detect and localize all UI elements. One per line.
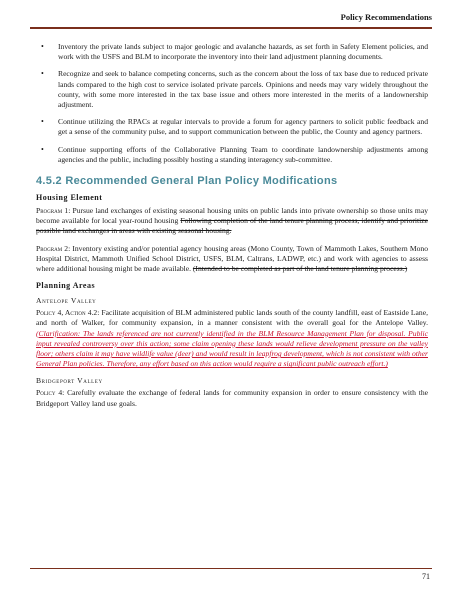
bullet-icon: • <box>41 69 44 79</box>
policy-label: Policy 4, Action 4.2 <box>36 308 98 318</box>
page-number: 71 <box>422 572 430 581</box>
running-header: Policy Recommendations <box>30 8 432 29</box>
housing-program-1: Program 1: Pursue land exchanges of existing seasonal housing units on public lands into private ownership so those units may become available for local year-round housing Following completion of the land tenure planning process, identify and prioritize possible land exchanges in areas with existing seasonal housing. <box>36 206 429 236</box>
list-item: • Continue supporting efforts of the Collaborative Planning Team to coordinate landownership adjustments among agencies and the public, including possibly hosting a standing interagency sub-committee. <box>41 144 428 164</box>
page-content <box>36 42 428 416</box>
recommendation-list <box>36 42 428 165</box>
bullet-icon: • <box>41 42 44 51</box>
housing-program-2: Program 2: Inventory existing and/or potential agency housing areas (Mono County, Town of Mammoth Lakes, Southern Mono Hospital District, Mammoth Unified School District, USFS, BLM, Caltrans, LADWP, etc.) and work with agencies to assess where additional housing might be made available. (Intended to be completed as part of the land tenure planning process.) <box>36 243 428 274</box>
footer-rule <box>30 568 432 569</box>
list-item: • Continue utilizing the RPACs at regular intervals to provide a forum for agency partners to solicit public feedback and get a sense of the community pulse, and to support communication between the public, the County and agency partners. <box>41 117 428 137</box>
antelope-valley-heading: Antelope Valley <box>36 296 97 306</box>
housing-element-heading: Housing Element <box>36 193 103 203</box>
bullet-icon: • <box>41 144 44 154</box>
list-item: • Inventory the private lands subject to major geologic and avalanche hazards, as set forth in Safety Element policies, and work with the USFS and BLM to incorporate the inventory into their land adjustment planning documents. <box>41 42 428 62</box>
list-item: • Recognize and seek to balance competing concerns, such as the concern about the loss of tax base due to reduced private lands compared to the high cost to service isolated private parcels. Opinions and needs may vary widely throughout the county, with some more interested in the tax base issue and others more interested in the merits of a landownership adjustment. <box>41 69 428 110</box>
program-label: Program 2 <box>36 243 69 253</box>
deleted-text: Following completion of the land tenure planning process, identify and prioritize possible land exchanges in areas with existing seasonal housing. <box>36 216 428 236</box>
policy-label: Policy 4 <box>36 388 63 398</box>
bridgeport-policy: Policy 4: Carefully evaluate the exchange of federal lands for community expansion in order to ensure consistency with the Bridgeport Valley land use goals. <box>36 388 428 408</box>
clarification-text: (Clarification: The lands referenced are not currently identified in the BLM Resource Management Plan for disposal. Public input revealed controversy over this action; some claim opening these lands would relieve development pressure on the valley floor; others claim it may have wildlife value (deer) and would result in leapfrog development, which is not consistent with other General Plan policies. Therefore, any effort based on this action would require a significant public outreach effort.) <box>36 328 428 369</box>
planning-areas-heading: Planning Areas <box>36 281 96 291</box>
antelope-policy: Policy 4, Action 4.2: Facilitate acquisition of BLM administered public lands south of the county landfill, east of Eastside Lane, and north of Walker, for community expansion, in a manner consistent with the overall goal for the Antelope Valley. (Clarification: The lands referenced are not currently identified in the BLM Resource Management Plan for disposal. Public input revealed controversy over this action; some claim opening these lands would relieve development pressure on the valley floor; others claim it may have wildlife value (deer) and would result in leapfrog development, which is not consistent with other General Plan policies. Therefore, any effort based on this action would require a significant public outreach effort.) <box>36 308 428 369</box>
bullet-icon: • <box>41 117 44 127</box>
bridgeport-valley-heading: Bridgeport Valley <box>36 376 103 386</box>
deleted-text: (Intended to be completed as part of the land tenure planning process.) <box>192 264 408 274</box>
program-label: Program 1 <box>36 206 69 216</box>
section-heading: 4.5.2 Recommended General Plan Policy Modifications <box>36 175 338 188</box>
